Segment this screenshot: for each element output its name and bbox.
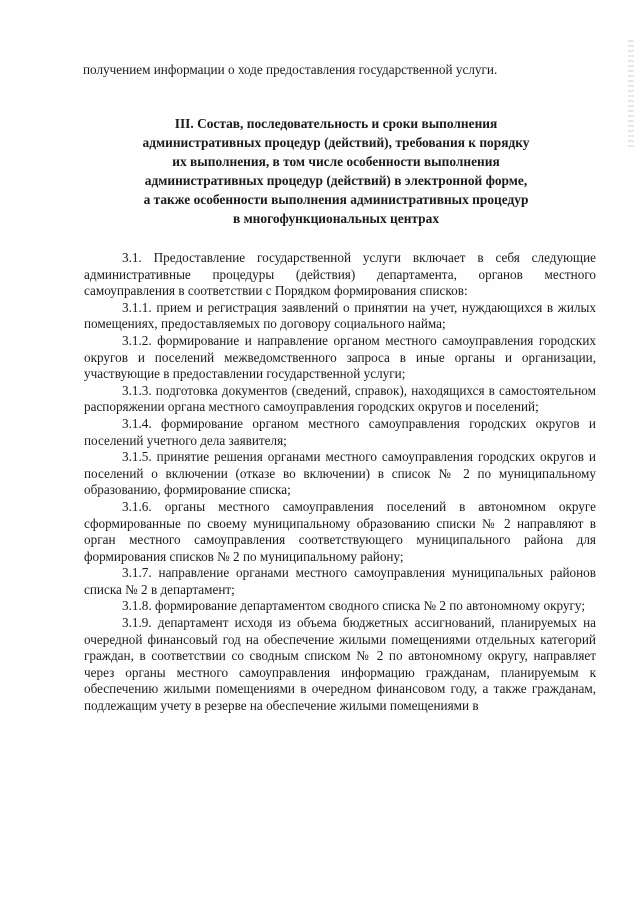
paragraph-3-1-5: 3.1.5. принятие решения органами местного самоуправления городских округов и поселений о включении (отказе во включении) в список № 2 по муниципальному образованию, формирование списка; <box>84 449 596 498</box>
paragraph-3-1: 3.1. Предоставление государственной услуги включает в себя следующие административные процедуры (действия) департамента, органов местного самоуправления в соответствии с Порядком формирования списков: <box>84 250 596 299</box>
paragraph-3-1-9: 3.1.9. департамент исходя из объема бюджетных ассигнований, планируемых на очередной финансовый год на обеспечение жилыми помещениями отдельных категорий граждан, в соответствии со сводным списком № 2 по автономному округу, направляет через органы местного самоуправления информацию гражданам, планируемым к обеспечению жилыми помещениями в очередном финансовом году, а также гражданам, подлежащим учету в резерве на обеспечение жилыми помещениями в <box>84 615 596 714</box>
heading-line: их выполнения, в том числе особенности выполнения <box>172 154 500 169</box>
heading-line: в многофункциональных центрах <box>232 211 440 226</box>
paragraph-3-1-1: 3.1.1. прием и регистрация заявлений о принятии на учет, нуждающихся в жилых помещениях, предоставляемых по договору социального найма; <box>84 299 596 332</box>
heading-line: административных процедур (действий) в электронной форме, <box>144 173 528 188</box>
heading-line: административных процедур (действий), требования к порядку <box>142 135 530 150</box>
section-heading <box>100 114 572 228</box>
document-body <box>84 250 596 715</box>
paragraph-3-1-2: 3.1.2. формирование и направление органом местного самоуправления городских округов и поселений межведомственного запроса в иные органы и организации, участвующие в предоставлении государственной услуги; <box>84 332 596 382</box>
paragraph-3-1-6: 3.1.6. органы местного самоуправления поселений в автономном округе сформированные по своему муниципальному образованию списки № 2 направляют в орган местного самоуправления соответствующего муниципального района для формирования списков № 2 по муниципальному району; <box>84 498 596 564</box>
continuation-line: получением информации о ходе предоставления государственной услуги. <box>83 62 498 77</box>
paragraph-3-1-8: 3.1.8. формирование департаментом сводного списка № 2 по автономному округу; <box>122 598 586 614</box>
paragraph-3-1-7: 3.1.7. направление органами местного самоуправления муниципальных районов списка № 2 в департамент; <box>84 565 596 597</box>
heading-line: III. Состав, последовательность и сроки выполнения <box>174 116 498 131</box>
paragraph-3-1-3: 3.1.3. подготовка документов (сведений, справок), находящихся в самостоятельном распоряжении органа местного самоуправления городских округов и поселений; <box>84 382 596 415</box>
heading-line: а также особенности выполнения административных процедур <box>143 192 529 207</box>
scan-edge-mark <box>628 40 634 150</box>
paragraph-3-1-4: 3.1.4. формирование органом местного самоуправления городских округов и поселений учетного дела заявителя; <box>84 415 596 448</box>
